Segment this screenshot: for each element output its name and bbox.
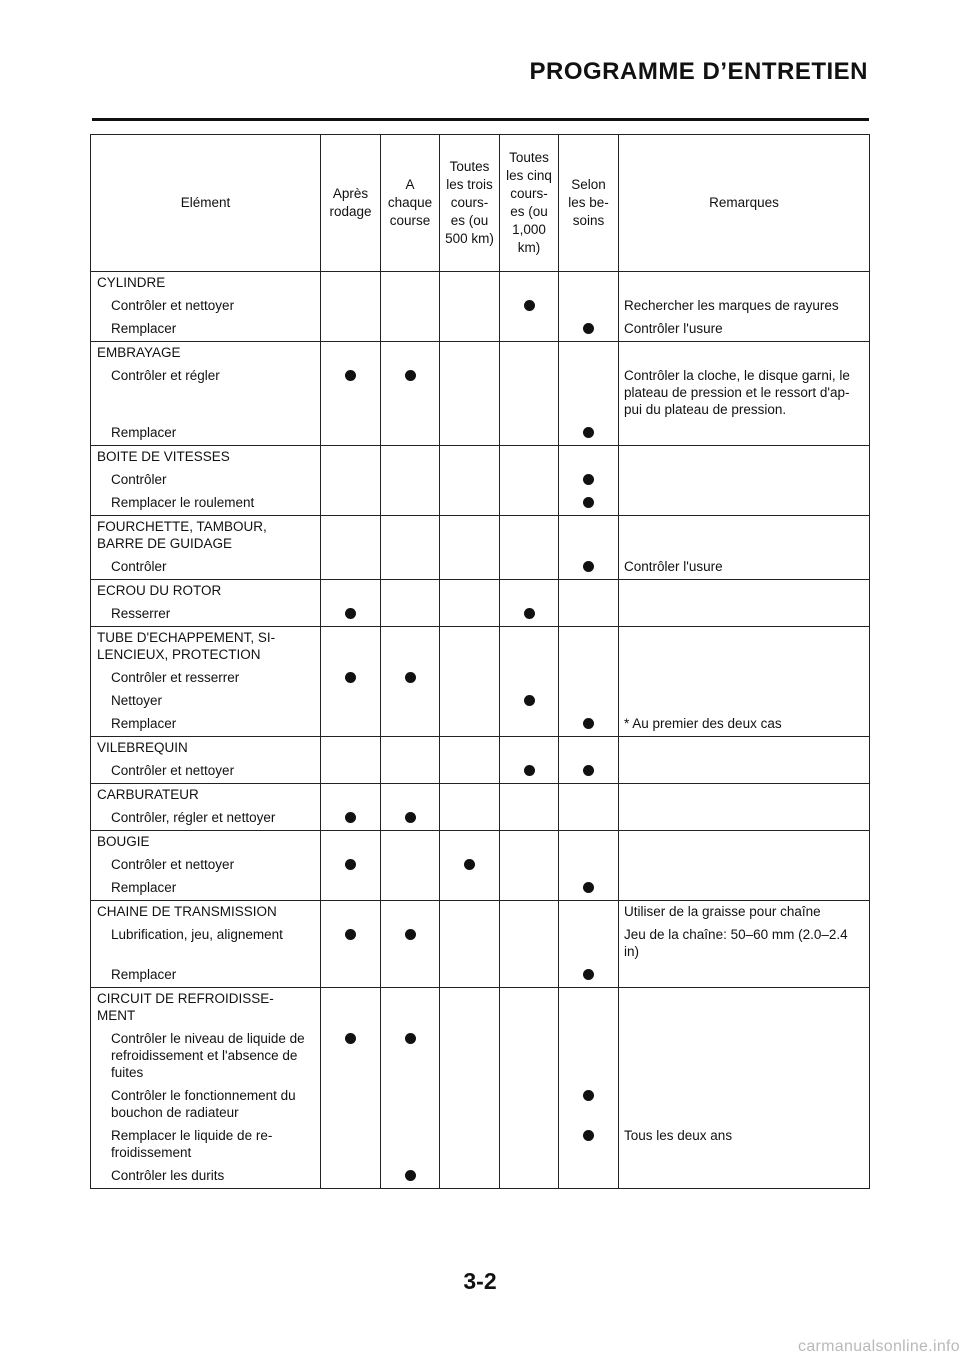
section-label: VILEBREQUIN <box>91 737 321 761</box>
table-row <box>91 964 870 988</box>
section-row <box>91 737 870 761</box>
interval-cell <box>321 690 381 713</box>
interval-cell <box>321 365 381 422</box>
remark-cell: Rechercher les marques de rayures <box>619 295 870 318</box>
col-header-as-needed: Selon les be- soins <box>559 135 619 272</box>
interval-cell <box>321 627 381 668</box>
interval-cell <box>381 901 440 925</box>
interval-cell <box>500 690 559 713</box>
interval-cell <box>321 1165 381 1189</box>
interval-cell <box>381 469 440 492</box>
section-label: EMBRAYAGE <box>91 342 321 366</box>
interval-cell <box>500 556 559 580</box>
section-label: ECROU DU ROTOR <box>91 580 321 604</box>
item-label: Contrôler, régler et nettoyer <box>91 807 321 831</box>
interval-cell <box>440 580 500 604</box>
interval-cell <box>381 342 440 366</box>
bullet-icon <box>405 1170 416 1181</box>
col-header-every-race: A chaque course <box>381 135 440 272</box>
table-row <box>91 469 870 492</box>
table-row <box>91 713 870 737</box>
table-row <box>91 1085 870 1125</box>
interval-cell <box>559 516 619 557</box>
interval-cell <box>321 342 381 366</box>
remark-cell: Jeu de la chaîne: 50–60 mm (2.0–2.4 in) <box>619 924 870 964</box>
interval-cell <box>500 603 559 627</box>
interval-cell <box>559 784 619 808</box>
table-row <box>91 877 870 901</box>
interval-cell <box>500 877 559 901</box>
interval-cell <box>500 627 559 668</box>
interval-cell <box>381 737 440 761</box>
remark-cell <box>619 1028 870 1085</box>
interval-cell <box>321 784 381 808</box>
remark-cell <box>619 964 870 988</box>
bullet-icon <box>524 695 535 706</box>
interval-cell <box>321 667 381 690</box>
interval-cell <box>559 1125 619 1165</box>
section-row <box>91 342 870 366</box>
item-label: Resserrer <box>91 603 321 627</box>
remark-cell: Tous les deux ans <box>619 1125 870 1165</box>
col-header-remarks: Remarques <box>619 135 870 272</box>
remark-cell <box>619 737 870 761</box>
interval-cell <box>381 492 440 516</box>
remark-cell <box>619 690 870 713</box>
interval-cell <box>381 516 440 557</box>
bullet-icon <box>405 370 416 381</box>
interval-cell <box>440 516 500 557</box>
bullet-icon <box>583 1130 594 1141</box>
interval-cell <box>381 924 440 964</box>
remark-cell <box>619 807 870 831</box>
interval-cell <box>321 272 381 296</box>
interval-cell <box>440 272 500 296</box>
header-row <box>91 135 870 272</box>
item-label: Remplacer le liquide de re- froidissement <box>91 1125 321 1165</box>
bullet-icon <box>405 812 416 823</box>
interval-cell <box>440 760 500 784</box>
col-header-every-3-races: Toutes les trois cours- es (ou 500 km) <box>440 135 500 272</box>
interval-cell <box>321 469 381 492</box>
interval-cell <box>500 831 559 855</box>
section-label: FOURCHETTE, TAMBOUR, BARRE DE GUIDAGE <box>91 516 321 557</box>
interval-cell <box>440 667 500 690</box>
interval-cell <box>500 365 559 422</box>
section-row <box>91 627 870 668</box>
interval-cell <box>440 1125 500 1165</box>
bullet-icon <box>405 929 416 940</box>
remark-cell <box>619 988 870 1029</box>
interval-cell <box>440 924 500 964</box>
col-header-every-5-races: Toutes les cinq cours- es (ou 1,000 km) <box>500 135 559 272</box>
interval-cell <box>321 760 381 784</box>
bullet-icon <box>583 1090 594 1101</box>
interval-cell <box>559 737 619 761</box>
interval-cell <box>500 1125 559 1165</box>
interval-cell <box>500 760 559 784</box>
interval-cell <box>381 877 440 901</box>
interval-cell <box>440 1085 500 1125</box>
section-label: BOITE DE VITESSES <box>91 446 321 470</box>
interval-cell <box>381 1165 440 1189</box>
interval-cell <box>440 713 500 737</box>
interval-cell <box>559 627 619 668</box>
interval-cell <box>500 964 559 988</box>
section-label: CYLINDRE <box>91 272 321 296</box>
item-label: Contrôler <box>91 469 321 492</box>
table-row <box>91 492 870 516</box>
remark-cell <box>619 1085 870 1125</box>
remark-cell <box>619 877 870 901</box>
table-row <box>91 924 870 964</box>
bullet-icon <box>583 474 594 485</box>
bullet-icon <box>583 561 594 572</box>
bullet-icon <box>345 812 356 823</box>
remark-cell: Contrôler l'usure <box>619 556 870 580</box>
remark-cell <box>619 422 870 446</box>
bullet-icon <box>583 718 594 729</box>
item-label: Contrôler et nettoyer <box>91 760 321 784</box>
section-row <box>91 516 870 557</box>
interval-cell <box>559 877 619 901</box>
bullet-icon <box>345 929 356 940</box>
interval-cell <box>559 469 619 492</box>
interval-cell <box>440 901 500 925</box>
bullet-icon <box>345 672 356 683</box>
item-label: Remplacer <box>91 318 321 342</box>
interval-cell <box>381 627 440 668</box>
interval-cell <box>321 964 381 988</box>
interval-cell <box>440 854 500 877</box>
interval-cell <box>500 1028 559 1085</box>
interval-cell <box>321 807 381 831</box>
remark-cell <box>619 760 870 784</box>
table-row <box>91 1028 870 1085</box>
section-label: CARBURATEUR <box>91 784 321 808</box>
item-label: Contrôler le niveau de liquide de refroidissement et l'absence de fuites <box>91 1028 321 1085</box>
bullet-icon <box>405 672 416 683</box>
interval-cell <box>321 516 381 557</box>
interval-cell <box>381 446 440 470</box>
interval-cell <box>440 295 500 318</box>
remark-cell: Utiliser de la graisse pour chaîne <box>619 901 870 925</box>
interval-cell <box>500 924 559 964</box>
bullet-icon <box>583 497 594 508</box>
interval-cell <box>500 446 559 470</box>
interval-cell <box>559 318 619 342</box>
interval-cell <box>321 988 381 1029</box>
interval-cell <box>559 295 619 318</box>
table-row <box>91 667 870 690</box>
remark-cell <box>619 342 870 366</box>
table-body <box>91 272 870 1189</box>
table-row <box>91 603 870 627</box>
interval-cell <box>559 760 619 784</box>
interval-cell <box>321 877 381 901</box>
interval-cell <box>321 737 381 761</box>
interval-cell <box>559 580 619 604</box>
interval-cell <box>381 1085 440 1125</box>
interval-cell <box>381 1125 440 1165</box>
remark-cell <box>619 516 870 557</box>
table-row <box>91 422 870 446</box>
interval-cell <box>559 422 619 446</box>
section-label: CHAINE DE TRANSMISSION <box>91 901 321 925</box>
interval-cell <box>321 556 381 580</box>
interval-cell <box>440 446 500 470</box>
bullet-icon <box>345 859 356 870</box>
table-row <box>91 318 870 342</box>
item-label: Remplacer le roulement <box>91 492 321 516</box>
interval-cell <box>559 272 619 296</box>
item-label: Remplacer <box>91 877 321 901</box>
table-row <box>91 295 870 318</box>
interval-cell <box>440 690 500 713</box>
remark-cell <box>619 492 870 516</box>
interval-cell <box>559 807 619 831</box>
interval-cell <box>440 556 500 580</box>
interval-cell <box>321 580 381 604</box>
interval-cell <box>381 667 440 690</box>
remark-cell <box>619 667 870 690</box>
interval-cell <box>381 580 440 604</box>
interval-cell <box>559 667 619 690</box>
bullet-icon <box>583 882 594 893</box>
item-label: Nettoyer <box>91 690 321 713</box>
interval-cell <box>440 627 500 668</box>
table-row <box>91 854 870 877</box>
section-row <box>91 784 870 808</box>
title-rule <box>92 118 869 121</box>
col-header-after-break-in: Après rodage <box>321 135 381 272</box>
section-label: TUBE D'ECHAPPEMENT, SI- LENCIEUX, PROTECTION <box>91 627 321 668</box>
remark-cell <box>619 580 870 604</box>
interval-cell <box>559 365 619 422</box>
table-row <box>91 760 870 784</box>
interval-cell <box>440 318 500 342</box>
interval-cell <box>500 901 559 925</box>
bullet-icon <box>524 300 535 311</box>
interval-cell <box>321 1085 381 1125</box>
interval-cell <box>381 690 440 713</box>
interval-cell <box>559 556 619 580</box>
remark-cell: Contrôler la cloche, le disque garni, le plateau de pression et le ressort d'ap- pui du plateau de pression. <box>619 365 870 422</box>
bullet-icon <box>345 370 356 381</box>
section-label: BOUGIE <box>91 831 321 855</box>
interval-cell <box>321 603 381 627</box>
interval-cell <box>381 603 440 627</box>
interval-cell <box>440 807 500 831</box>
interval-cell <box>381 831 440 855</box>
maintenance-schedule-table <box>90 134 870 1189</box>
interval-cell <box>321 854 381 877</box>
remark-cell <box>619 854 870 877</box>
bullet-icon <box>583 427 594 438</box>
table-row <box>91 1125 870 1165</box>
interval-cell <box>321 713 381 737</box>
item-label: Contrôler et resserrer <box>91 667 321 690</box>
interval-cell <box>559 603 619 627</box>
bullet-icon <box>524 765 535 776</box>
interval-cell <box>559 1085 619 1125</box>
interval-cell <box>381 713 440 737</box>
interval-cell <box>381 295 440 318</box>
table-row <box>91 690 870 713</box>
bullet-icon <box>524 608 535 619</box>
interval-cell <box>381 807 440 831</box>
section-row <box>91 272 870 296</box>
section-row <box>91 988 870 1029</box>
interval-cell <box>321 1125 381 1165</box>
interval-cell <box>500 295 559 318</box>
interval-cell <box>559 831 619 855</box>
interval-cell <box>321 831 381 855</box>
bullet-icon <box>583 323 594 334</box>
section-row <box>91 831 870 855</box>
interval-cell <box>559 713 619 737</box>
interval-cell <box>321 295 381 318</box>
interval-cell <box>381 556 440 580</box>
item-label: Contrôler <box>91 556 321 580</box>
interval-cell <box>321 318 381 342</box>
col-header-element: Elément <box>91 135 321 272</box>
interval-cell <box>381 964 440 988</box>
interval-cell <box>381 272 440 296</box>
table-row <box>91 556 870 580</box>
interval-cell <box>440 422 500 446</box>
interval-cell <box>500 737 559 761</box>
bullet-icon <box>464 859 475 870</box>
interval-cell <box>381 854 440 877</box>
table-row <box>91 365 870 422</box>
interval-cell <box>321 1028 381 1085</box>
interval-cell <box>440 342 500 366</box>
interval-cell <box>559 690 619 713</box>
interval-cell <box>559 1028 619 1085</box>
table-row <box>91 807 870 831</box>
interval-cell <box>381 988 440 1029</box>
item-label: Contrôler et régler <box>91 365 321 422</box>
item-label: Contrôler le fonctionnement du bouchon de radiateur <box>91 1085 321 1125</box>
bullet-icon <box>345 608 356 619</box>
interval-cell <box>440 964 500 988</box>
interval-cell <box>500 1085 559 1125</box>
remark-cell <box>619 627 870 668</box>
remark-cell <box>619 1165 870 1189</box>
remark-cell: Contrôler l'usure <box>619 318 870 342</box>
watermark: carmanualsonline.info <box>798 1338 960 1355</box>
interval-cell <box>559 342 619 366</box>
interval-cell <box>440 469 500 492</box>
section-row <box>91 446 870 470</box>
section-label: CIRCUIT DE REFROIDISSE- MENT <box>91 988 321 1029</box>
interval-cell <box>321 492 381 516</box>
interval-cell <box>500 469 559 492</box>
interval-cell <box>500 854 559 877</box>
interval-cell <box>381 365 440 422</box>
page-number: 3-2 <box>463 1268 497 1294</box>
bullet-icon <box>583 765 594 776</box>
interval-cell <box>321 422 381 446</box>
interval-cell <box>381 422 440 446</box>
interval-cell <box>440 603 500 627</box>
interval-cell <box>559 924 619 964</box>
bullet-icon <box>405 1033 416 1044</box>
remark-cell <box>619 446 870 470</box>
item-label: Remplacer <box>91 422 321 446</box>
interval-cell <box>440 737 500 761</box>
interval-cell <box>559 1165 619 1189</box>
item-label: Contrôler les durits <box>91 1165 321 1189</box>
page-title: PROGRAMME D’ENTRETIEN <box>529 58 868 85</box>
interval-cell <box>559 446 619 470</box>
item-label: Contrôler et nettoyer <box>91 854 321 877</box>
bullet-icon <box>345 1033 356 1044</box>
interval-cell <box>500 580 559 604</box>
interval-cell <box>381 760 440 784</box>
interval-cell <box>321 901 381 925</box>
interval-cell <box>500 318 559 342</box>
interval-cell <box>440 877 500 901</box>
interval-cell <box>440 784 500 808</box>
interval-cell <box>559 964 619 988</box>
interval-cell <box>440 988 500 1029</box>
remark-cell <box>619 469 870 492</box>
interval-cell <box>500 1165 559 1189</box>
interval-cell <box>500 492 559 516</box>
remark-cell <box>619 831 870 855</box>
interval-cell <box>381 1028 440 1085</box>
bullet-icon <box>583 969 594 980</box>
interval-cell <box>500 342 559 366</box>
interval-cell <box>559 901 619 925</box>
table-row <box>91 1165 870 1189</box>
interval-cell <box>500 272 559 296</box>
interval-cell <box>440 1165 500 1189</box>
interval-cell <box>559 492 619 516</box>
interval-cell <box>500 807 559 831</box>
interval-cell <box>321 924 381 964</box>
remark-cell <box>619 784 870 808</box>
remark-cell: * Au premier des deux cas <box>619 713 870 737</box>
interval-cell <box>381 784 440 808</box>
item-label: Remplacer <box>91 964 321 988</box>
interval-cell <box>321 446 381 470</box>
interval-cell <box>500 667 559 690</box>
item-label: Contrôler et nettoyer <box>91 295 321 318</box>
interval-cell <box>500 784 559 808</box>
remark-cell <box>619 603 870 627</box>
interval-cell <box>559 854 619 877</box>
interval-cell <box>440 492 500 516</box>
item-label: Lubrification, jeu, alignement <box>91 924 321 964</box>
interval-cell <box>500 988 559 1029</box>
interval-cell <box>440 365 500 422</box>
interval-cell <box>500 422 559 446</box>
interval-cell <box>559 988 619 1029</box>
interval-cell <box>500 713 559 737</box>
interval-cell <box>381 318 440 342</box>
section-row <box>91 580 870 604</box>
item-label: Remplacer <box>91 713 321 737</box>
interval-cell <box>440 831 500 855</box>
remark-cell <box>619 272 870 296</box>
interval-cell <box>440 1028 500 1085</box>
section-row <box>91 901 870 925</box>
interval-cell <box>500 516 559 557</box>
